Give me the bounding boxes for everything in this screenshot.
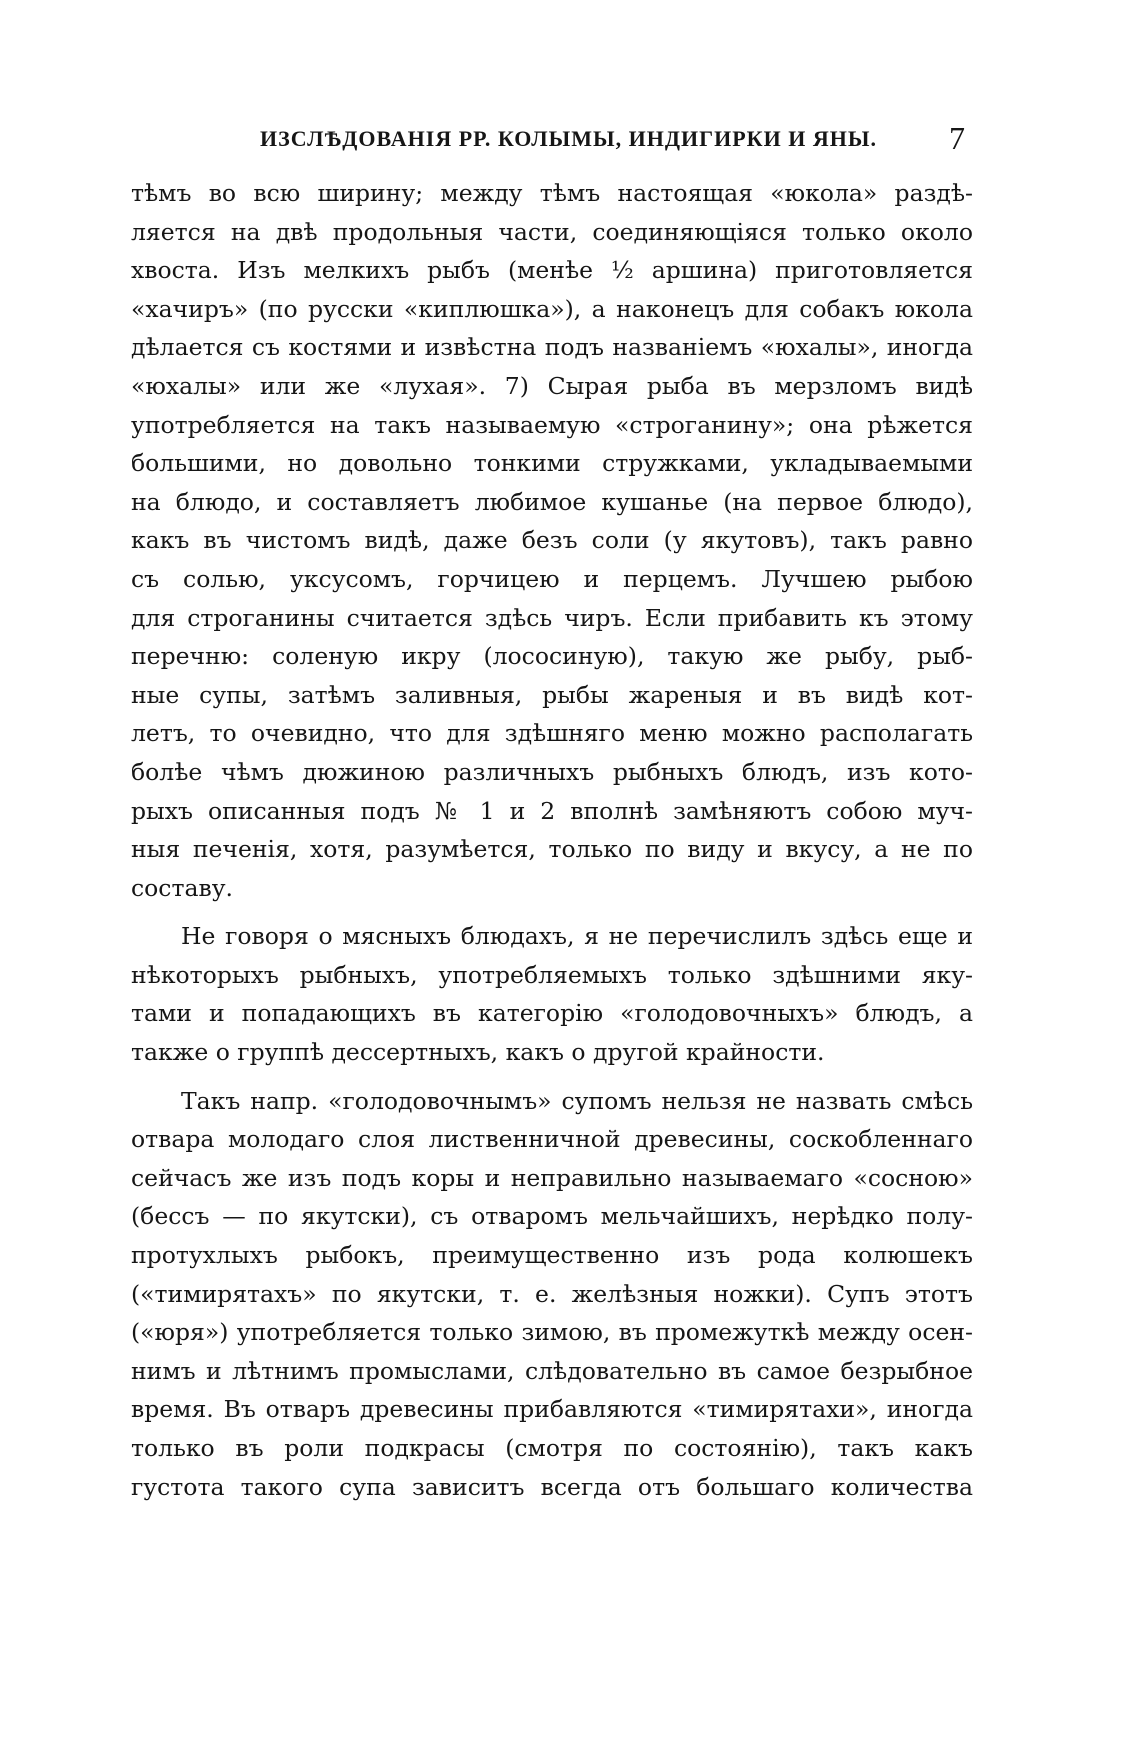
text-line: ляется на двѣ продольныя части, соединяющіяся только около — [131, 217, 973, 246]
text-line: хвоста. Изъ мелкихъ рыбъ (менѣе ½ аршина) приготовляется — [131, 256, 973, 285]
text-line: Не говоря о мясныхъ блюдахъ, я не перечислилъ здѣсь еще и — [181, 922, 973, 951]
running-head — [130, 122, 975, 158]
text-line: «юхалы» или же «лухая». 7) Сырая рыба въ мерзломъ видѣ — [131, 371, 973, 400]
text-line: перечню: соленую икру (лососиную), такую же рыбу, рыб- — [131, 642, 973, 671]
paragraph-gap — [131, 1072, 973, 1082]
text-line: только въ роли подкрасы (смотря по состоянію), такъ какъ — [131, 1434, 973, 1462]
text-line: болѣе чѣмъ дюжиною различныхъ рыбныхъ блюдъ, изъ кото- — [131, 757, 973, 786]
text-line: большими, но довольно тонкими стружками, укладываемыми — [131, 449, 973, 478]
text-line: нѣкоторыхъ рыбныхъ, употребляемыхъ только здѣшними яку- — [131, 960, 973, 989]
paragraph-2 — [131, 917, 973, 1071]
text-line: тѣмъ во всю ширину; между тѣмъ настоящая «юкола» раздѣ- — [131, 179, 973, 207]
text-line: ныя печенія, хотя, разумѣется, только по виду и вкусу, а не по — [131, 835, 973, 864]
paragraph-1 — [131, 174, 973, 907]
text-line: съ солью, уксусомъ, горчицею и перцемъ. Лучшею рыбою — [131, 564, 973, 593]
text-line: (бессъ — по якутски), съ отваромъ мельчайшихъ, нерѣдко полу- — [131, 1202, 973, 1231]
text-line: также о группѣ дессертныхъ, какъ о другой крайности. — [131, 1038, 825, 1067]
paragraph-3 — [131, 1082, 973, 1507]
text-line: протухлыхъ рыбокъ, преимущественно изъ рода колюшекъ — [131, 1241, 973, 1270]
text-line: густота такого супа зависитъ всегда отъ большаго количества — [131, 1472, 973, 1501]
text-line: («юря») употребляется только зимою, въ промежуткѣ между осен- — [131, 1318, 973, 1347]
text-line: дѣлается съ костями и извѣстна подъ названіемъ «юхалы», иногда — [131, 333, 973, 362]
text-line: время. Въ отваръ древесины прибавляются «тимирятахи», иногда — [131, 1395, 973, 1424]
text-line: Такъ напр. «голодовочнымъ» супомъ нельзя не назвать смѣсь — [181, 1086, 973, 1115]
text-line: для строганины считается здѣсь чиръ. Если прибавить къ этому — [131, 603, 973, 632]
text-line: на блюдо, и составляетъ любимое кушанье (на первое блюдо), — [131, 487, 973, 516]
text-line: употребляется на такъ называемую «строганину»; она рѣжется — [131, 410, 973, 439]
paragraph-gap — [131, 907, 973, 917]
text-line: ные супы, затѣмъ заливныя, рыбы жареныя и въ видѣ кот- — [131, 680, 973, 709]
running-title: ИЗСЛѢДОВАНІЯ РР. КОЛЫМЫ, ИНДИГИРКИ И ЯНЫ. — [260, 126, 877, 151]
text-line: нимъ и лѣтнимъ промыслами, слѣдовательно въ самое безрыбное — [131, 1356, 973, 1385]
text-line: летъ, то очевидно, что для здѣшняго меню можно располагать — [131, 719, 973, 748]
text-line: сейчасъ же изъ подъ коры и неправильно называемаго «сосною» — [131, 1163, 973, 1192]
text-line: какъ въ чистомъ видѣ, даже безъ соли (у якутовъ), такъ равно — [131, 526, 973, 555]
text-line: («тимирятахъ» по якутски, т. е. желѣзныя ножки). Супъ этотъ — [131, 1279, 973, 1308]
text-line: составу. — [131, 873, 234, 902]
text-line: «хачиръ» (по русски «киплюшка»), а наконецъ для собакъ юкола — [131, 294, 973, 323]
page-number: 7 — [949, 120, 965, 156]
text-line: отвара молодаго слоя лиственничной древесины, соскобленнаго — [131, 1125, 973, 1154]
text-line: рыхъ описанныя подъ № 1 и 2 вполнѣ замѣняютъ собою муч- — [131, 796, 973, 825]
body-text — [131, 174, 973, 1506]
text-line: тами и попадающихъ въ категорію «голодовочныхъ» блюдъ, а — [131, 999, 973, 1028]
